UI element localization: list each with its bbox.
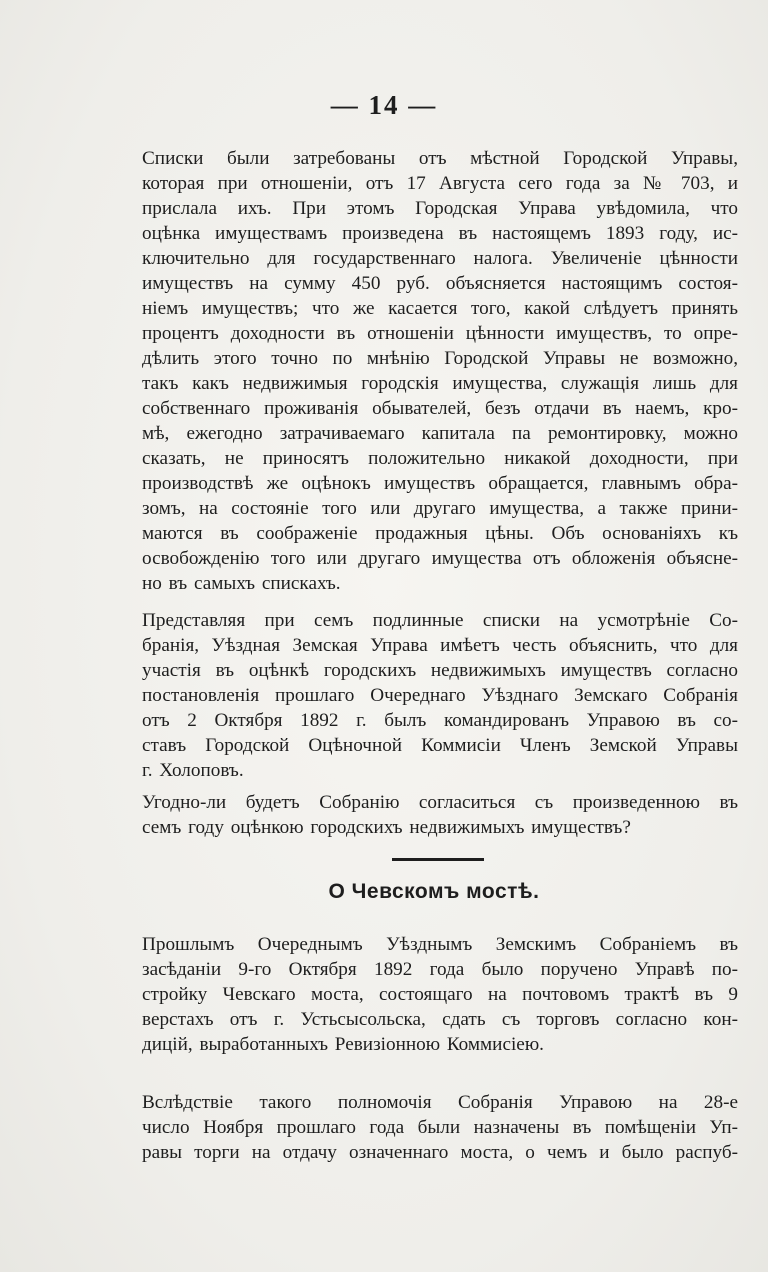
text-line: ніемъ имуществъ; что же касается того, какой слѣдуетъ принять [142,298,738,319]
text-line: г. Холоповъ. [142,760,244,781]
text-line: число Ноября прошлаго года были назначены въ помѣщеніи Уп- [142,1117,738,1138]
text-line: засѣданіи 9-го Октября 1892 года было поручено Управѣ по- [142,959,738,980]
paragraph-property-lists [142,146,738,596]
text-line: постановленія прошлаго Очереднаго Уѣзднаго Земскаго Собранія [142,685,738,706]
text-line: бранія, Уѣздная Земская Управа имѣетъ честь объяснить, что для [142,635,738,656]
text-line: зомъ, на состояніе того или другаго имущества, а также прини- [142,498,738,519]
text-line: дицій, выработанныхъ Ревизіонною Коммисіею. [142,1034,544,1055]
paragraph-question [142,790,738,840]
page-number: — 14 — [330,90,438,120]
text-line: ставъ Городской Оцѣночной Коммисіи Членъ Земской Управы [142,735,738,756]
text-line: но въ самыхъ спискахъ. [142,573,341,594]
text-line: Представляя при семъ подлинные списки на усмотрѣніе Со- [142,610,738,631]
text-line: Угодно-ли будетъ Собранію согласиться съ произведенною въ [142,792,738,813]
text-line: Прошлымъ Очереднымъ Уѣзднымъ Земскимъ Собраніемъ въ [142,934,738,955]
text-line: собственнаго проживанія обывателей, безъ отдачи въ наемъ, кро- [142,398,738,419]
paragraph-assessment-commission [142,608,738,783]
text-line: оцѣнка имуществамъ произведена въ настоящемъ 1893 году, ис- [142,223,738,244]
text-line: прислала ихъ. При этомъ Городская Управа увѣдомила, что [142,198,738,219]
paragraph-bridge-assignment [142,932,738,1057]
text-line: имуществъ на сумму 450 руб. объясняется настоящимъ состоя- [142,273,738,294]
text-line: процентъ доходности въ отношеніи цѣнности имуществъ, то опре- [142,323,738,344]
text-line: дѣлить этого точно по мнѣнію Городской Управы не возможно, [142,348,738,369]
text-line: равы торги на отдачу означеннаго моста, о чемъ и было распуб- [142,1142,738,1163]
section-heading: О Чевскомъ мостѣ. [328,880,540,903]
text-line: стройку Чевскаго моста, состоящаго на почтовомъ трактѣ въ 9 [142,984,738,1005]
text-line: маются въ соображеніе продажныя цѣны. Объ основаніяхъ къ [142,523,738,544]
text-line: участія въ оцѣнкѣ городскихъ недвижимыхъ имуществъ согласно [142,660,738,681]
text-line: которая при отношеніи, отъ 17 Августа сего года за № 703, и [142,173,738,194]
paragraph-bridge-auction [142,1090,738,1165]
text-line: ключительно для государственнаго налога. Увеличеніе цѣнности [142,248,738,269]
text-line: Вслѣдствіе такого полномочія Собранія Управою на 28-е [142,1092,738,1113]
text-line: верстахъ отъ г. Устьсысольска, сдать съ торговъ согласно кон- [142,1009,738,1030]
text-line: такъ какъ недвижимыя городскія имущества, служащія лишь для [142,373,738,394]
section-divider [392,858,484,861]
text-line: Списки были затребованы отъ мѣстной Городской Управы, [142,148,738,169]
text-line: отъ 2 Октября 1892 г. былъ командированъ Управою въ со- [142,710,738,731]
text-line: мѣ, ежегодно затрачиваемаго капитала па ремонтировку, можно [142,423,738,444]
text-line: сказать, не приносятъ положительно никакой доходности, при [142,448,738,469]
text-line: производствѣ же оцѣнокъ имуществъ обращается, главнымъ обра- [142,473,738,494]
text-line: семъ году оцѣнкою городскихъ недвижимыхъ имуществъ? [142,817,631,838]
text-line: освобожденію того или другаго имущества отъ обложенія объясне- [142,548,738,569]
